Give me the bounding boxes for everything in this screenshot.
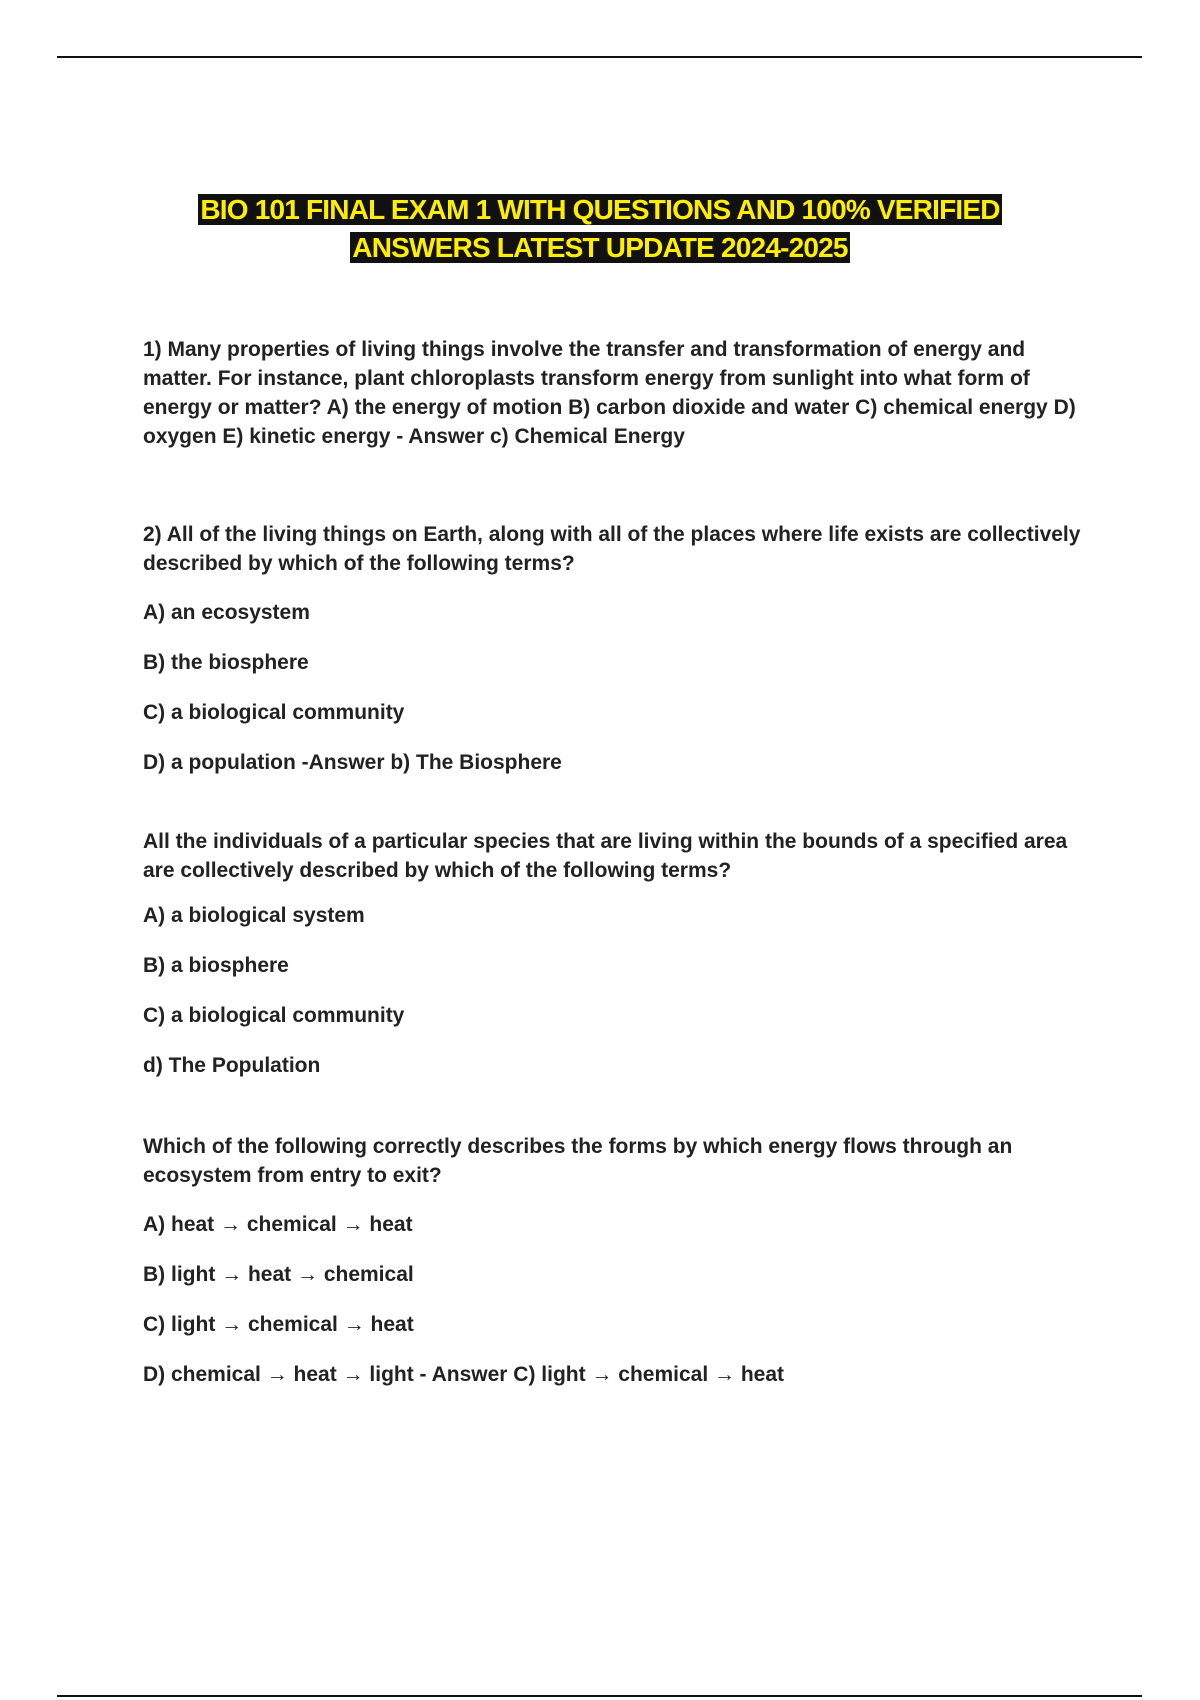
exam-content — [143, 335, 1093, 1389]
question-1 — [143, 335, 1093, 451]
answer-option: C) a biological community — [143, 701, 405, 724]
top-rule — [57, 56, 1142, 58]
question-text: 1) Many properties of living things involve the transfer and transformation of energy and matter. For instance, plant chloroplasts transform energy from sunlight into what form of energy or matter? A) the energy of motion B) carbon dioxide and water C) chemical energy D) oxygen E) kinetic energy - Answer c) Chemical Energy — [143, 338, 1076, 448]
answer-option: C) light → chemical → heat — [143, 1313, 414, 1336]
document-title — [100, 191, 1100, 267]
answer-option: A) heat → chemical → heat — [143, 1213, 413, 1236]
question-4 — [143, 1132, 1093, 1389]
answer-option: A) a biological system — [143, 904, 365, 927]
question-text: 2) All of the living things on Earth, along with all of the places where life exists are collectively described by which of the following terms? — [143, 523, 1081, 575]
answer-option: B) a biosphere — [143, 954, 289, 977]
answer-option: B) light → heat → chemical — [143, 1263, 414, 1286]
answer-option: B) the biosphere — [143, 651, 309, 674]
title-line-1: BIO 101 FINAL EXAM 1 WITH QUESTIONS AND 100% VERIFIED — [200, 194, 1000, 225]
question-2 — [143, 520, 1093, 777]
question-3 — [143, 827, 1093, 1080]
answer-option: d) The Population — [143, 1054, 321, 1077]
answer-option: D) chemical → heat → light - Answer C) light → chemical → heat — [143, 1363, 785, 1386]
answer-option: C) a biological community — [143, 1004, 405, 1027]
answer-option: D) a population -Answer b) The Biosphere — [143, 751, 562, 774]
question-text: Which of the following correctly describes the forms by which energy flows through an ecosystem from entry to exit? — [143, 1135, 1013, 1187]
title-line-2: ANSWERS LATEST UPDATE 2024-2025 — [352, 232, 848, 263]
bottom-rule — [57, 1695, 1142, 1697]
question-text: All the individuals of a particular species that are living within the bounds of a specified area are collectively described by which of the following terms? — [143, 830, 1068, 882]
answer-option: A) an ecosystem — [143, 601, 310, 624]
